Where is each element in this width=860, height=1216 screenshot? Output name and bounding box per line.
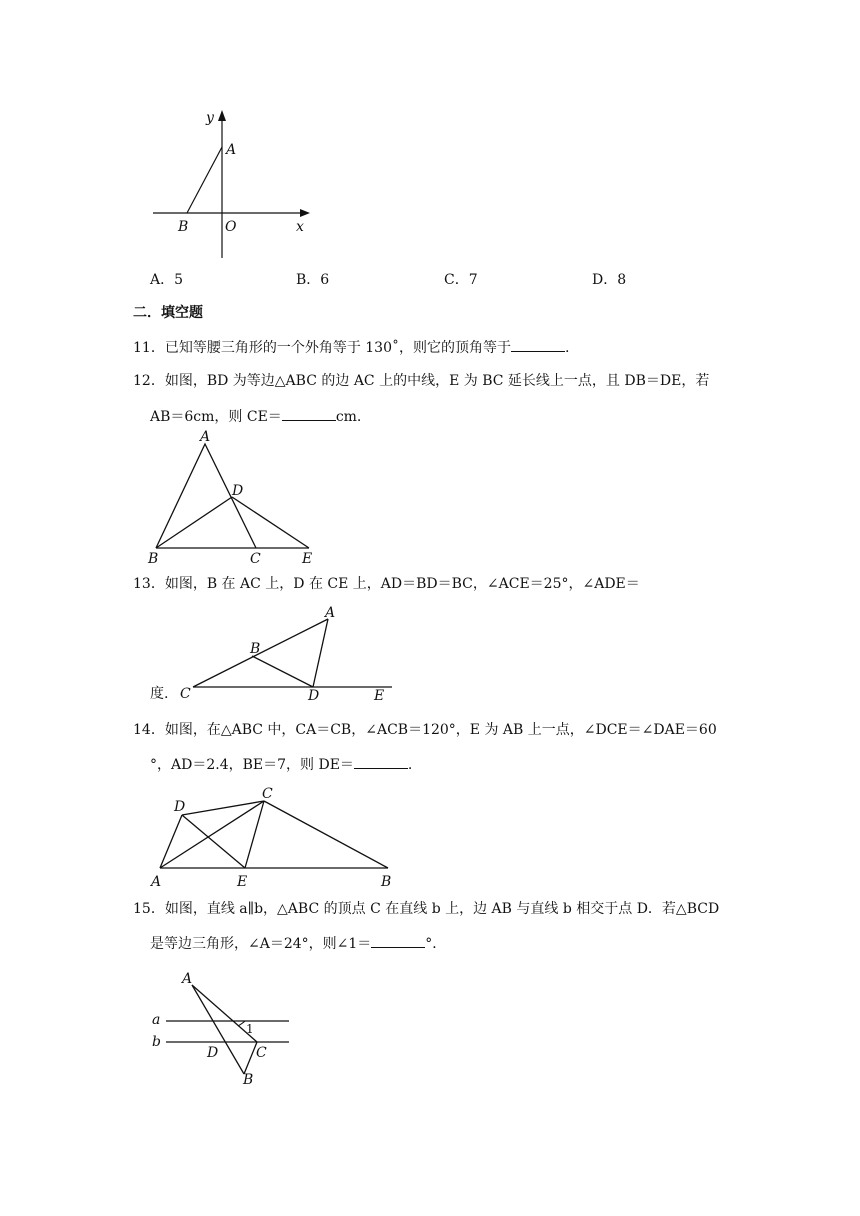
q14-line2-pre: °，AD＝2.4，BE＝7，则 DE＝ [150,757,354,773]
q13-line1: 13．如图，B 在 AC 上，D 在 CE 上，AD＝BD＝BC，∠ACE＝25°，∠ADE＝ [133,576,640,592]
section-title: 二．填空题 [133,305,203,321]
label-d: D [308,688,320,704]
q10-option-b: B．6 [296,272,330,288]
angle-1-arc [238,1021,245,1026]
label-b: B [250,641,261,657]
label-c: C [180,686,191,702]
label-c: C [250,551,261,567]
label-d: D [207,1045,219,1061]
label-b: B [148,551,159,567]
label-c: C [256,1045,267,1061]
q12-line2-pre: AB＝6cm，则 CE＝ [150,409,282,425]
q10-option-c: C．7 [444,272,478,288]
q11-body: 11．已知等腰三角形的一个外角等于 130˚，则它的顶角等于 [133,340,511,356]
q11-end: . [565,340,570,356]
label-a: A [325,605,336,621]
label-a: A [151,874,162,890]
label-c: C [262,786,273,802]
q10-option-d: D．8 [592,272,627,288]
label-angle-1: 1 [246,1022,254,1036]
label-y: y [206,110,214,126]
label-e: E [302,551,313,567]
q15-line2-pre: 是等边三角形，∠A＝24°，则∠1＝ [150,936,372,952]
q14-line2-post: . [407,757,413,773]
label-o: O [225,219,237,235]
label-d: D [174,799,186,815]
label-x: x [296,219,304,235]
label-a: A [226,142,237,158]
label-b-vertex: B [243,1072,254,1088]
q13-line2: 度. [150,686,169,702]
label-a: A [200,429,211,445]
label-e: E [237,874,248,890]
label-b: B [178,219,189,235]
label-d: D [232,483,244,499]
q15-line1: 15．如图，直线 a∥b，△ABC 的顶点 C 在直线 b 上，边 AB 与直线 b 相交于点 D．若△BCD [133,901,720,917]
label-e: E [374,688,385,704]
q12-line2-post: cm. [335,409,362,425]
label-b: B [381,874,392,890]
label-line-a: a [152,1012,161,1028]
label-line-b: b [152,1034,161,1050]
label-a-vertex: A [182,971,193,987]
q12-line1: 12．如图，BD 为等边△ABC 的边 AC 上的中线，E 为 BC 延长线上一点，且 DB＝DE，若 [133,373,710,389]
q10-option-a: A．5 [150,272,184,288]
q14-line1: 14．如图，在△ABC 中，CA＝CB，∠ACB＝120°，E 为 AB 上一点，∠DCE＝∠DAE＝60 [133,722,717,738]
q15-line2-post: °． [425,936,447,952]
